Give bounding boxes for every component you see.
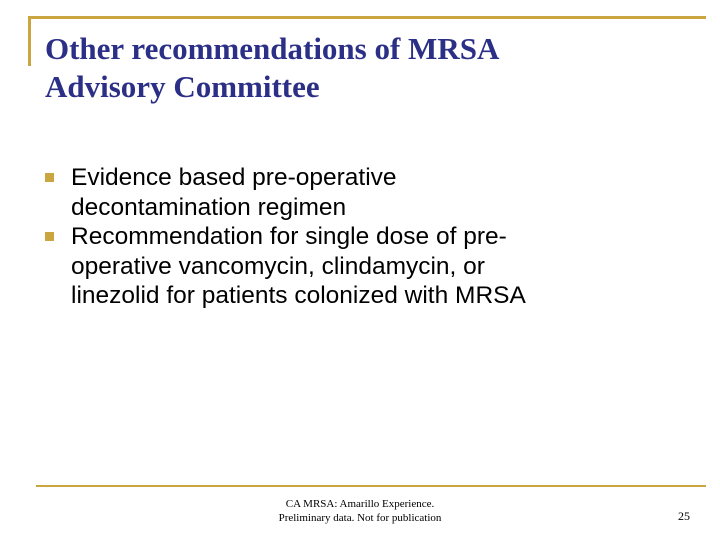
bullet-2-line-2: operative vancomycin, clindamycin, or [71, 252, 485, 280]
slide-title [45, 30, 685, 106]
bullet-list [45, 163, 665, 311]
square-bullet-icon [45, 173, 54, 182]
footer-divider [36, 485, 706, 487]
title-line-1: Other recommendations of MRSA [45, 31, 500, 66]
left-border-line [28, 16, 31, 66]
top-border-line [28, 16, 706, 19]
bullet-1-line-1: Evidence based pre-operative [71, 164, 397, 191]
footer-line-2: Preliminary data. Not for publication [278, 512, 442, 524]
footer-caption [230, 497, 490, 525]
bullet-1-line-2: decontamination regimen [71, 193, 347, 221]
bullet-item-2 [45, 222, 665, 311]
bullet-2-line-1: Recommendation for single dose of pre- [71, 223, 507, 250]
title-line-2: Advisory Committee [45, 69, 320, 104]
right-border-tick [703, 16, 706, 19]
footer-line-1: CA MRSA: Amarillo Experience. [285, 498, 435, 510]
bullet-item-1 [45, 163, 665, 222]
slide-number: 25 [678, 509, 690, 523]
square-bullet-icon [45, 232, 54, 241]
bullet-2-line-3: linezolid for patients colonized with MRSA [71, 282, 526, 309]
